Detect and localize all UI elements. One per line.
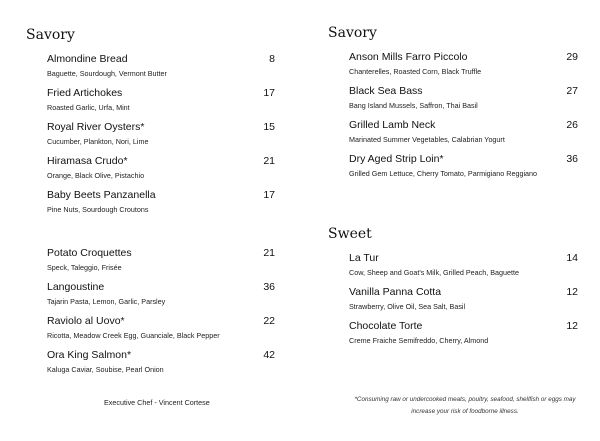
item-name: Hiramasa Crudo* <box>47 155 128 167</box>
item-name: Grilled Lamb Neck <box>349 119 436 131</box>
item-description: Marinated Summer Vegetables, Calabrian Yogurt <box>349 135 505 144</box>
menu-item <box>47 121 275 146</box>
section-title-savory-right: Savory <box>328 25 377 41</box>
item-price: 21 <box>263 155 275 167</box>
menu-item <box>47 247 275 272</box>
item-price: 17 <box>263 189 275 201</box>
menu-item <box>349 286 578 311</box>
menu-item <box>349 320 578 345</box>
item-price: 15 <box>263 121 275 133</box>
item-description: Speck, Taleggio, Frisée <box>47 263 122 272</box>
menu-item <box>349 85 578 110</box>
item-description: Baguette, Sourdough, Vermont Butter <box>47 69 167 78</box>
item-name: Langoustine <box>47 281 105 293</box>
item-name: Royal River Oysters* <box>47 121 145 133</box>
item-price: 29 <box>566 51 578 63</box>
item-price: 42 <box>263 349 275 361</box>
menu-item <box>47 53 275 78</box>
consumer-advisory-note <box>352 394 578 418</box>
item-price: 17 <box>263 87 275 99</box>
menu-item <box>349 252 578 277</box>
item-description: Grilled Gem Lettuce, Cherry Tomato, Parmigiano Reggiano <box>349 169 538 178</box>
menu-item <box>349 153 578 178</box>
item-name: Black Sea Bass <box>349 85 423 97</box>
executive-chef-credit: Executive Chef - Vincent Cortese <box>104 398 210 407</box>
section-title-savory-left: Savory <box>26 27 75 43</box>
item-description: Creme Fraiche Semifreddo, Cherry, Almond <box>349 336 489 345</box>
advisory-line-2: increase your risk of foodborne illness. <box>411 408 519 415</box>
item-name: Dry Aged Strip Loin* <box>349 153 444 165</box>
item-description: Pine Nuts, Sourdough Croutons <box>47 205 149 214</box>
item-price: 27 <box>566 85 578 97</box>
item-price: 12 <box>566 320 578 332</box>
item-description: Bang Island Mussels, Saffron, Thai Basil <box>349 101 478 110</box>
menu-item <box>47 281 275 306</box>
item-name: La Tur <box>349 252 379 264</box>
item-price: 36 <box>263 281 275 293</box>
item-name: Raviolo al Uovo* <box>47 315 125 327</box>
menu-item <box>349 119 578 144</box>
item-description: Roasted Garlic, Urfa, Mint <box>47 103 130 112</box>
item-name: Baby Beets Panzanella <box>47 189 156 201</box>
item-name: Chocolate Torte <box>349 320 423 332</box>
section-title-sweet: Sweet <box>328 226 372 242</box>
item-description: Ricotta, Meadow Creek Egg, Guanciale, Black Pepper <box>47 331 220 340</box>
item-price: 22 <box>263 315 275 327</box>
item-description: Cow, Sheep and Goat's Milk, Grilled Peach, Baguette <box>349 268 519 277</box>
advisory-line-1: *Consuming raw or undercooked meats, poultry, seafood, shellfish or eggs may <box>354 396 576 403</box>
item-name: Ora King Salmon* <box>47 349 132 361</box>
item-name: Almondine Bread <box>47 53 128 65</box>
item-price: 12 <box>566 286 578 298</box>
item-price: 8 <box>269 53 275 65</box>
item-name: Anson Mills Farro Piccolo <box>349 51 468 63</box>
menu-item <box>47 315 275 340</box>
item-description: Cucumber, Plankton, Nori, Lime <box>47 137 149 146</box>
menu-item <box>349 51 578 76</box>
item-description: Kaluga Caviar, Soubise, Pearl Onion <box>47 365 164 374</box>
item-description: Tajarin Pasta, Lemon, Garlic, Parsley <box>47 297 166 306</box>
item-price: 21 <box>263 247 275 259</box>
item-name: Fried Artichokes <box>47 87 123 99</box>
menu-item <box>47 87 275 112</box>
item-price: 14 <box>566 252 578 264</box>
menu-item <box>47 189 275 214</box>
item-description: Orange, Black Olive, Pistachio <box>47 171 145 180</box>
menu-item <box>47 349 275 374</box>
menu-item <box>47 155 275 180</box>
item-description: Strawberry, Olive Oil, Sea Salt, Basil <box>349 302 466 311</box>
item-price: 36 <box>566 153 578 165</box>
item-name: Vanilla Panna Cotta <box>349 286 442 298</box>
item-price: 26 <box>566 119 578 131</box>
item-name: Potato Croquettes <box>47 247 132 259</box>
item-description: Chanterelles, Roasted Corn, Black Truffle <box>349 67 482 76</box>
